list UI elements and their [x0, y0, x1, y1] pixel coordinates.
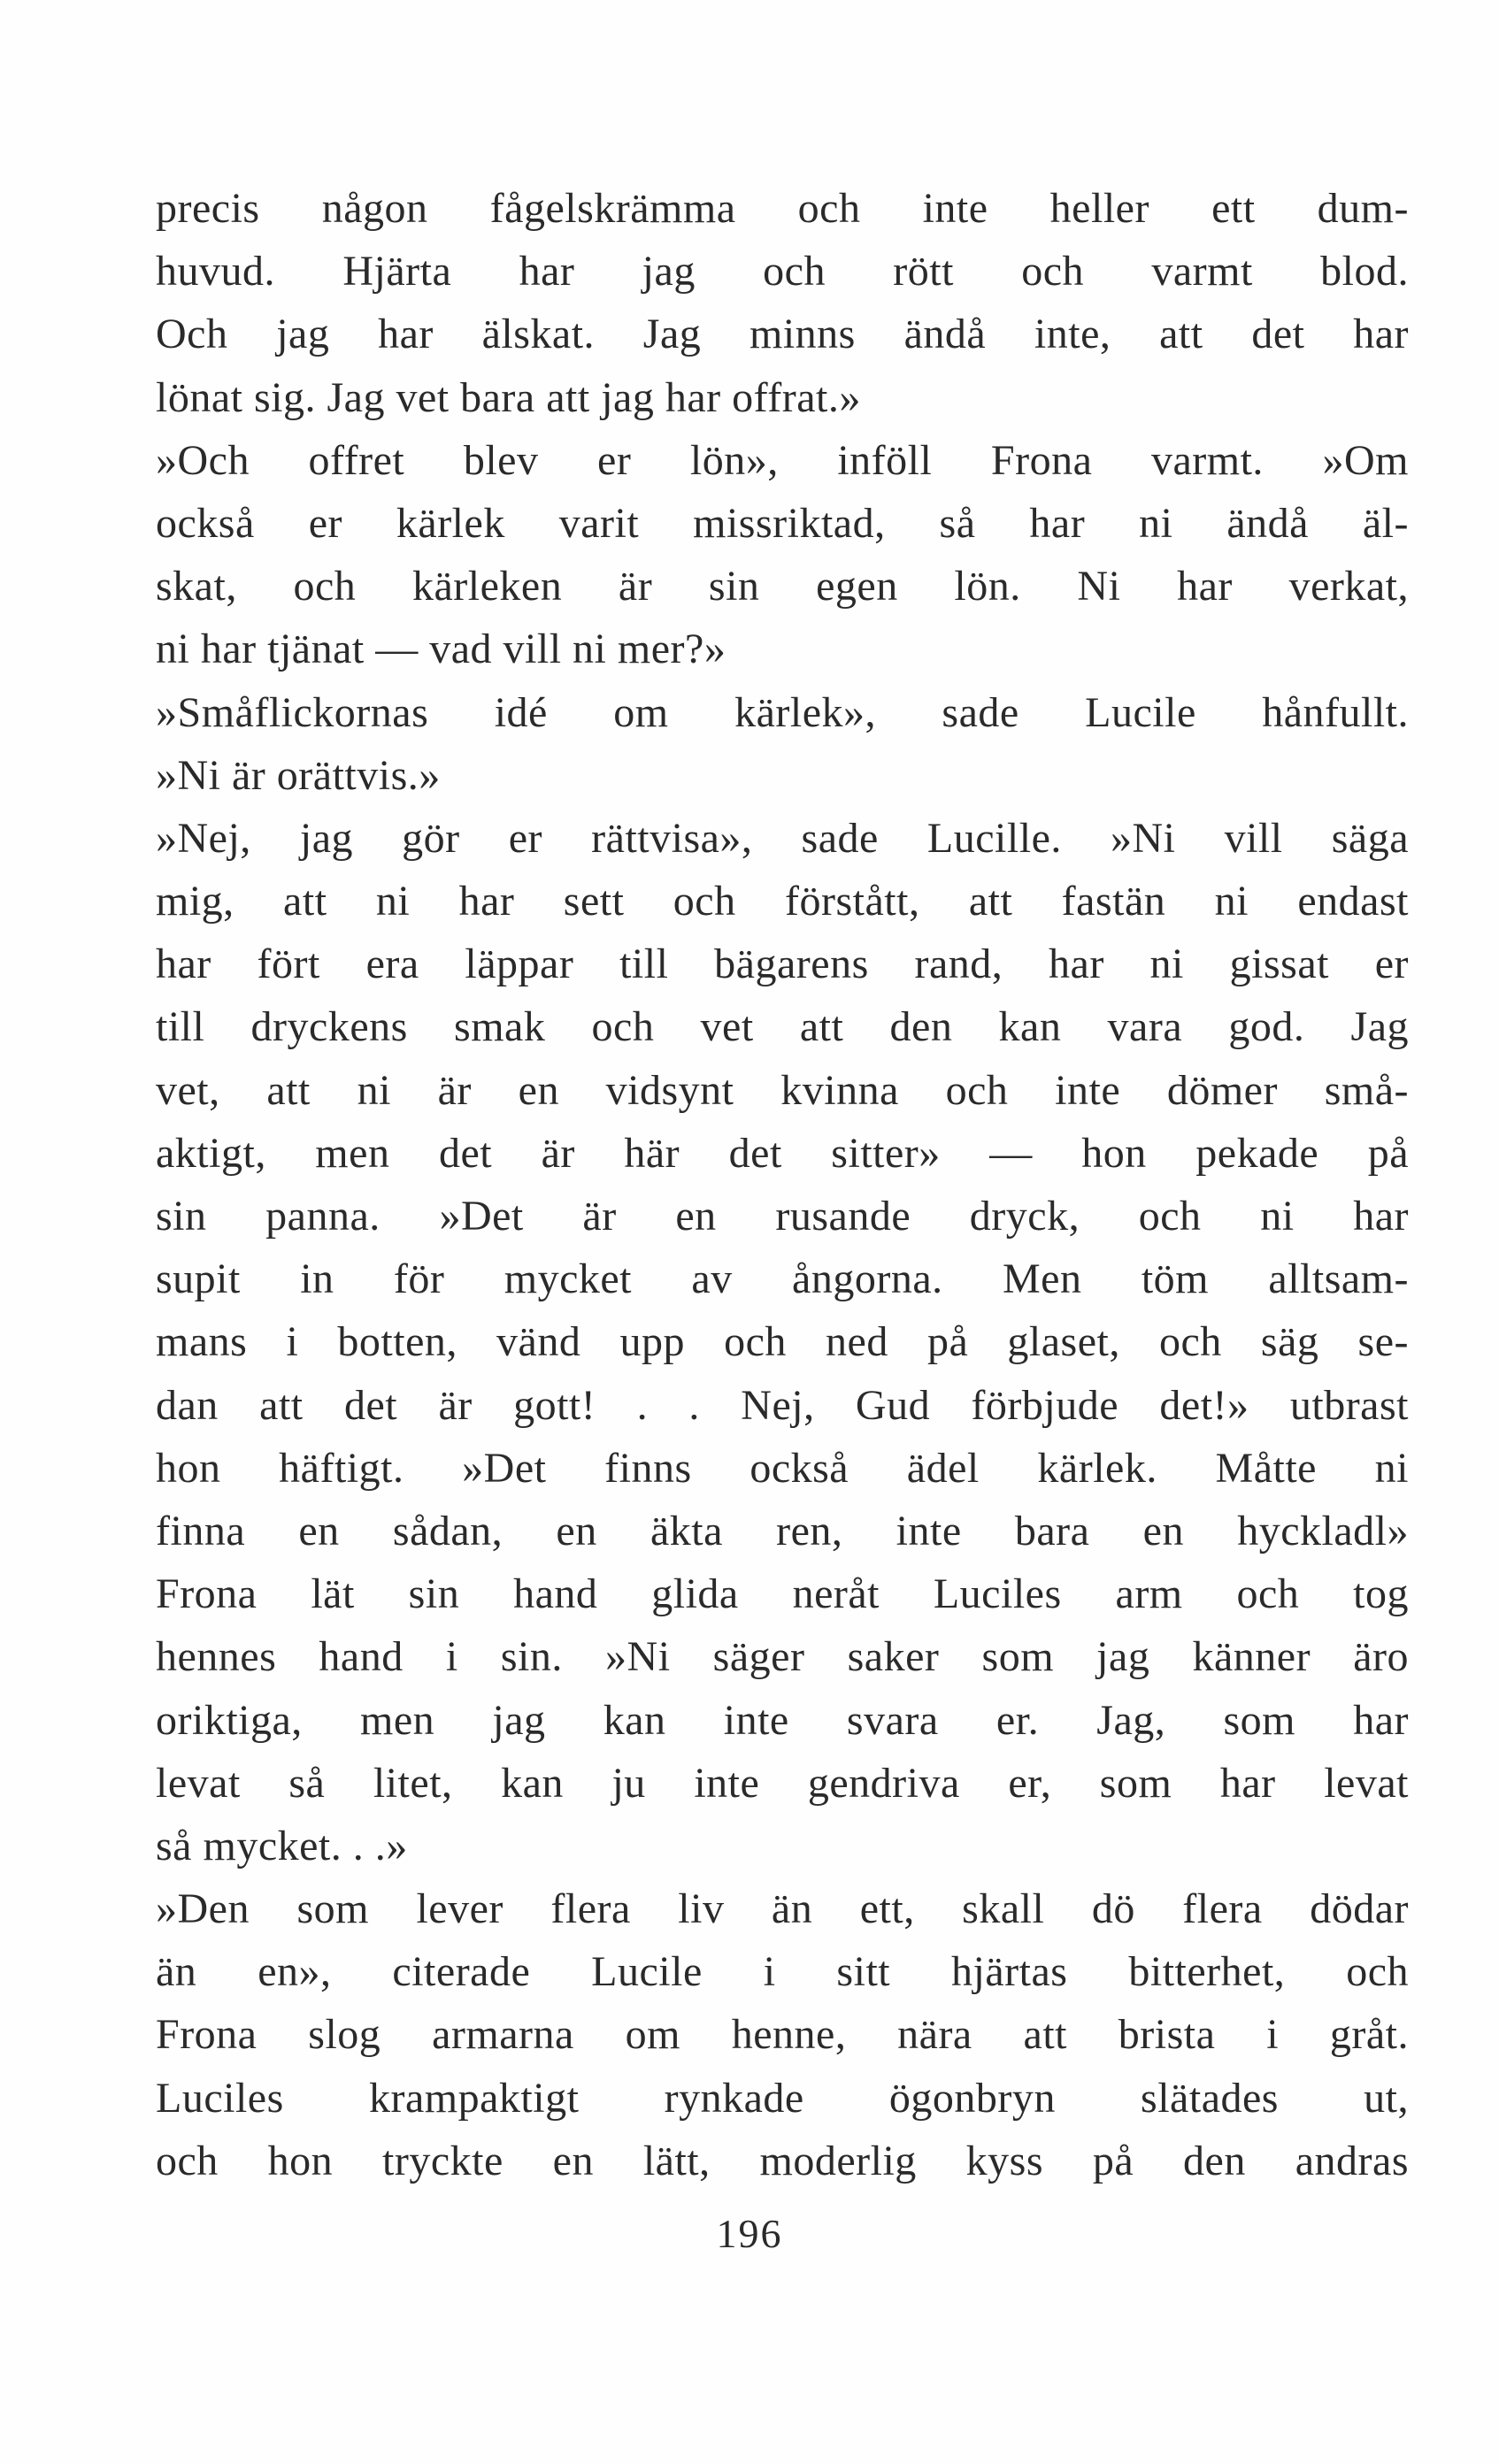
page-number: 196	[716, 2211, 783, 2256]
text-line: hennes hand i sin. »Ni säger saker som jag känner äro	[156, 1633, 1409, 1681]
text-line: hon häftigt. »Det finns också ädel kärlek. Måtte ni	[156, 1444, 1409, 1492]
text-line: skat, och kärleken är sin egen lön. Ni har verkat,	[156, 563, 1409, 610]
text-line: mans i botten, vänd upp och ned på glaset, och säg se-	[156, 1318, 1409, 1366]
text-line: huvud. Hjärta har jag och rött och varmt blod.	[156, 248, 1409, 296]
text-line: ni har tjänat — vad vill ni mer?»	[156, 626, 726, 673]
text-line: har fört era läppar till bägarens rand, har ni gissat er	[156, 940, 1409, 988]
body-text	[156, 177, 1409, 2192]
text-line: »Och offret blev er lön», inföll Frona varmt. »Om	[156, 436, 1409, 484]
text-line: »Den som lever flera liv än ett, skall dö flera dödar	[156, 1885, 1409, 1933]
text-line: och hon tryckte en lätt, moderlig kyss på den andras	[156, 2137, 1409, 2184]
text-line: supit in för mycket av ångorna. Men töm alltsam-	[156, 1255, 1409, 1303]
text-line: finna en sådan, en äkta ren, inte bara en hyckladl»	[156, 1507, 1409, 1554]
text-line: också er kärlek varit missriktad, så har ni ändå äl-	[156, 499, 1409, 547]
text-line: Och jag har älskat. Jag minns ändå inte, att det har	[156, 311, 1409, 358]
text-line: levat så litet, kan ju inte gendriva er, som har levat	[156, 1759, 1409, 1807]
text-line: aktigt, men det är här det sitter» — hon pekade på	[156, 1129, 1409, 1177]
text-line: dan att det är gott! . . Nej, Gud förbjude det!» utbrast	[156, 1381, 1409, 1429]
text-line: lönat sig. Jag vet bara att jag har offrat.»	[156, 373, 861, 421]
text-line: »Småflickornas idé om kärlek», sade Lucile hånfullt.	[156, 688, 1409, 736]
text-line: Frona lät sin hand glida neråt Luciles arm och tog	[156, 1570, 1409, 1618]
text-line: precis någon fågelskrämma och inte heller ett dum-	[156, 185, 1409, 232]
text-line: »Nej, jag gör er rättvisa», sade Lucille. »Ni vill säga	[156, 814, 1409, 862]
text-line: Frona slog armarna om henne, nära att brista i gråt.	[156, 2011, 1409, 2059]
text-line: sin panna. »Det är en rusande dryck, och ni har	[156, 1193, 1409, 1240]
text-line: vet, att ni är en vidsynt kvinna och inte dömer små-	[156, 1066, 1409, 1114]
text-line: till dryckens smak och vet att den kan vara god. Jag	[156, 1003, 1409, 1051]
text-line: oriktiga, men jag kan inte svara er. Jag, som har	[156, 1696, 1409, 1744]
text-line: »Ni är orättvis.»	[156, 751, 441, 799]
text-line: Luciles krampaktigt rynkade ögonbryn slätades ut,	[156, 2074, 1409, 2122]
text-line: mig, att ni har sett och förstått, att fastän ni endast	[156, 878, 1409, 925]
text-line: så mycket. . .»	[156, 1822, 408, 1869]
text-line: än en», citerade Lucile i sitt hjärtas bitterhet, och	[156, 1948, 1409, 1996]
